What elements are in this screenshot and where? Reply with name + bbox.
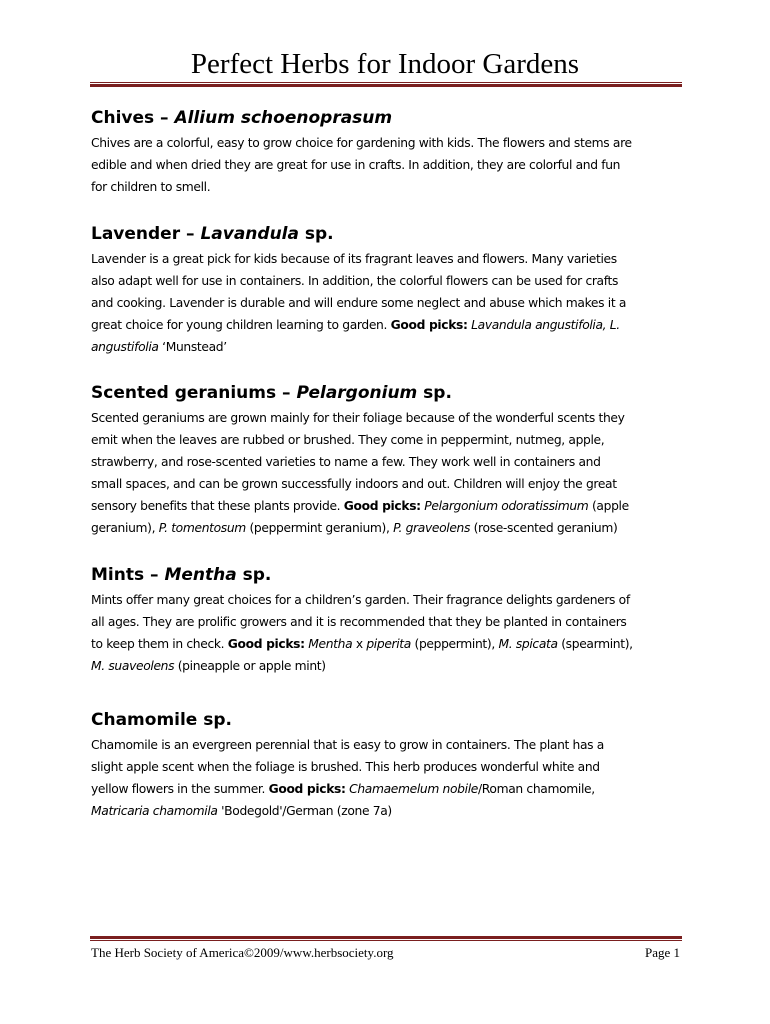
footer-rule-bottom: [90, 940, 682, 941]
section-mints: [91, 564, 691, 677]
section-heading: Lavender – Lavandula sp.: [91, 224, 334, 244]
section-scented-geraniums: [91, 382, 691, 539]
section-lavender: [91, 223, 691, 358]
section-heading: Chives – Allium schoenoprasum: [91, 108, 393, 128]
section-body: Lavender is a great pick for kids because of its fragrant leaves and flowers. Many varieties also adapt well for use in containers. In addition, the colorful flowers can be used for crafts and cooking. Lavender is durable and will endure some neglect and abuse which makes it a great choice for young children learning to garden. Good picks: Lavandula angustifolia, L. angustifolia ‘Munstead’: [91, 252, 627, 354]
section-body: Chamomile is an evergreen perennial that is easy to grow in containers. The plant has a slight apple scent when the foliage is brushed. This herb produces wonderful white and yellow flowers in the summer. Good picks: Chamaemelum nobile/Roman chamomile, Matricaria chamomila 'Bodegold'/German (zone 7a): [91, 738, 604, 818]
section-chamomile: [91, 709, 691, 822]
section-body: Mints offer many great choices for a children’s garden. Their fragrance delights gardeners of all ages. They are prolific growers and it is recommended that they be planted in containers to keep them in check. Good picks: Mentha x piperita (peppermint), M. spicata (spearmint), M. suaveolens (pineapple or apple mint): [91, 593, 633, 673]
page-number: Page 1: [644, 945, 680, 960]
section-heading: Mints – Mentha sp.: [91, 565, 272, 585]
section-chives: [91, 107, 691, 198]
footer-rule: [90, 936, 682, 939]
title-rule-top: [90, 82, 682, 83]
section-heading: Chamomile sp.: [91, 710, 233, 730]
section-heading: Scented geraniums – Pelargonium sp.: [91, 383, 452, 403]
section-body: Chives are a colorful, easy to grow choice for gardening with kids. The flowers and stems are edible and when dried they are great for use in crafts. In addition, they are colorful and fun for children to smell.: [91, 136, 632, 194]
title-rule: [90, 84, 682, 87]
section-body: Scented geraniums are grown mainly for their foliage because of the wonderful scents they emit when the leaves are rubbed or brushed. They come in peppermint, nutmeg, apple, strawberry, and rose-scented varieties to name a few. They work well in containers and small spaces, and can be grown successfully indoors and out. Children will enjoy the great sensory benefits that these plants provide. Good picks: Pelargonium odoratissimum (apple geranium), P. tomentosum (peppermint geranium), P. graveolens (rose-scented geranium): [91, 411, 629, 535]
footer-copyright: The Herb Society of America©2009/www.herbsociety.org: [91, 945, 394, 960]
page-title: Perfect Herbs for Indoor Gardens: [190, 48, 580, 80]
